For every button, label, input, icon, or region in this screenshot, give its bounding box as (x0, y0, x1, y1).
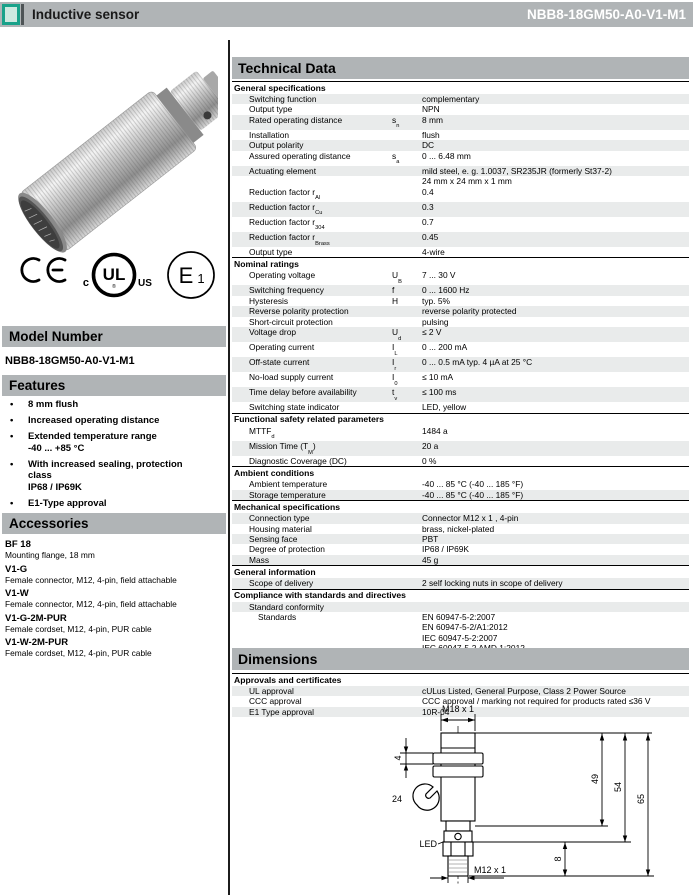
led-indicator (455, 833, 461, 839)
spec-symbol: H (392, 295, 399, 306)
spec-label: Storage temperature (249, 489, 326, 500)
model-number-header: Model Number (2, 326, 226, 347)
spec-row (232, 479, 689, 489)
spec-value: IP68 / IP69K (422, 544, 470, 555)
accessory-item (5, 637, 225, 659)
dimension-drawing (232, 674, 689, 893)
spec-row (232, 490, 689, 500)
sidebar (0, 27, 228, 895)
spec-row (232, 270, 689, 285)
accessory-name: V1-G (5, 563, 28, 575)
accessories-list (5, 539, 225, 662)
spec-label: $MTTF_d$ (249, 425, 275, 441)
feature-item: • 8 mm flush (6, 399, 224, 411)
spec-value: 0 ... 1600 Hz (422, 285, 470, 296)
accessory-item (5, 539, 225, 561)
feature-item: • Increased operating distance (6, 415, 224, 427)
spec-value: mild steel, e. g. 1.0037, SR235JR (formerly St37-2) (422, 165, 612, 176)
spec-label: Short-circuit protection (249, 316, 333, 327)
spec-value: typ. 5% (422, 295, 450, 306)
spec-label: CCC approval (249, 696, 302, 707)
technical-data-section (232, 57, 689, 717)
section-header: General information (232, 565, 689, 578)
spec-label: Actuating element (249, 165, 317, 176)
spec-row (232, 151, 689, 166)
spec-row (232, 578, 689, 588)
spec-symbol: $s_n$ (392, 114, 400, 130)
spec-label: Output polarity (249, 140, 304, 151)
accessory-item (5, 564, 225, 586)
spec-label: E1 Type approval (249, 706, 315, 717)
spec-row (232, 317, 689, 327)
feature-item: • Extended temperature range -40 ... +85 °C (6, 431, 224, 454)
spec-label: Standard conformity (249, 601, 324, 612)
spec-label: Sensing face (249, 534, 298, 544)
spec-label: Reduction factor $r_{Brass}$ (249, 231, 330, 247)
spec-label: Off-state current (249, 357, 310, 368)
spec-value: 24 mm x 24 mm x 1 mm (422, 176, 512, 187)
spec-label: Reduction factor $r_{Al}$ (249, 186, 321, 202)
spec-label: Mission Time $(T_M)$ (249, 440, 316, 456)
spec-row (232, 602, 689, 612)
product-category-title: Inductive sensor (32, 7, 140, 22)
spec-value: ≤ 2 V (422, 327, 442, 338)
spec-label: Housing material (249, 523, 312, 534)
header-bar (0, 2, 693, 27)
ul-us-label: US (138, 278, 152, 289)
spec-value: 0 ... 0.5 mA typ. 4 µA at 25 °C (422, 357, 533, 368)
spec-value: CCC approval / marking not required for products rated ≤36 V (422, 696, 651, 707)
spec-value: 2 self locking nuts in scope of delivery (422, 578, 563, 589)
dim-label-4: 4 (393, 755, 403, 761)
spec-value: reverse polarity protected (422, 306, 517, 317)
product-photo (18, 46, 218, 271)
spec-label: Output type (249, 104, 293, 115)
accessory-name: V1-G-2M-PUR (5, 612, 67, 624)
model-number-value: NBB8-18GM50-A0-V1-M1 (5, 355, 135, 367)
dim-label-24: 24 (391, 794, 402, 804)
spec-value: NPN (422, 104, 440, 115)
spec-row (232, 342, 689, 357)
technical-data-header: Technical Data (232, 57, 689, 79)
dim-label-m12: M12 x 1 (474, 865, 507, 875)
ul-label: UL (102, 265, 126, 284)
spec-value: 8 mm (422, 114, 443, 125)
spec-label: Time delay before availability (249, 387, 357, 398)
brand-logo (2, 4, 20, 25)
sensor-outline (433, 733, 483, 876)
dim-label-65: 65 (636, 793, 646, 805)
spec-symbol: $U_B$ (392, 270, 402, 285)
spec-row (232, 387, 689, 402)
spec-row (232, 441, 689, 456)
spec-symbol: f (392, 285, 395, 296)
spec-value: 10R-04 (422, 706, 450, 717)
spec-value: 0.4 (422, 186, 434, 197)
spec-row (232, 402, 689, 412)
spec-label: Switching frequency (249, 285, 324, 296)
spec-row (232, 555, 689, 565)
spec-row (232, 130, 689, 140)
spec-row (232, 176, 689, 186)
spec-label: Output type (249, 246, 293, 257)
spec-row (232, 166, 689, 176)
accessory-description: Female connector, M12, 4-pin, field attachable (5, 599, 177, 609)
spec-value: cULus Listed, General Purpose, Class 2 Power Source (422, 686, 626, 697)
spec-value: complementary (422, 94, 480, 104)
spec-label: Rated operating distance (249, 114, 343, 125)
e1-letter: E (178, 263, 194, 288)
spec-value: 0 ... 200 mA (422, 342, 468, 353)
spec-label: Switching state indicator (249, 402, 340, 413)
spec-value: -40 ... 85 °C (-40 ... 185 °F) (422, 489, 524, 500)
spec-value: brass, nickel-plated (422, 523, 495, 534)
spec-row (232, 217, 689, 232)
accessory-name: BF 18 (5, 539, 31, 550)
spec-value: ≤ 100 ms (422, 387, 457, 398)
section-header: Ambient conditions (232, 466, 689, 479)
spec-label: Switching function (249, 94, 317, 104)
dimensions-header: Dimensions (232, 648, 689, 670)
e1-digit: 1 (197, 271, 205, 286)
features-list (6, 399, 224, 514)
spec-symbol: $I_0$ (392, 372, 398, 387)
spec-row (232, 357, 689, 372)
spec-label: Reduction factor $r_{304}$ (249, 216, 325, 232)
spec-value: LED, yellow (422, 402, 467, 413)
spec-symbol: $I_r$ (392, 357, 397, 372)
spec-row (232, 524, 689, 534)
ul-c-label: c (82, 277, 89, 289)
spec-row (232, 456, 689, 466)
cul-us-mark (83, 255, 152, 296)
spec-label: Assured operating distance (249, 150, 351, 161)
spec-value: ≤ 10 mA (422, 372, 454, 383)
features-header: Features (2, 375, 226, 396)
spec-symbol: $I_L$ (392, 342, 398, 357)
spec-row (232, 296, 689, 306)
spec-value: 0.45 (422, 231, 439, 242)
spec-row (232, 327, 689, 342)
spec-label: UL approval (249, 686, 294, 697)
logo-divider (21, 4, 24, 25)
spec-label: Installation (249, 129, 290, 140)
accessory-description: Female cordset, M12, 4-pin, PUR cable (5, 648, 152, 658)
spec-value: 45 g (422, 554, 439, 565)
spec-row (232, 544, 689, 554)
spec-label: Hysteresis (249, 295, 289, 306)
spec-row (232, 202, 689, 217)
dimensions-section (232, 648, 689, 893)
spec-value: 0 % (422, 455, 437, 466)
accessory-description: Female cordset, M12, 4-pin, PUR cable (5, 623, 152, 634)
feature-item: • With increased sealing, protection class IP68 / IP69K (6, 459, 224, 494)
spec-value: 0.7 (422, 216, 434, 227)
wrench-icon (413, 784, 439, 810)
spec-value: 1484 a (422, 425, 448, 436)
accessory-description: Female connector, M12, 4-pin, field attachable (5, 574, 177, 585)
spec-value: 7 ... 30 V (422, 270, 456, 281)
spec-row (232, 140, 689, 150)
spec-row (232, 306, 689, 316)
accessory-name: V1-W (5, 588, 29, 599)
certification-marks (6, 248, 226, 308)
accessories-header: Accessories (2, 513, 226, 534)
spec-label: Degree of protection (249, 544, 325, 555)
spec-row (232, 115, 689, 130)
section-header: Compliance with standards and directives (232, 589, 689, 602)
spec-row (232, 232, 689, 247)
ce-mark (22, 259, 65, 282)
accessory-name: V1-W-2M-PUR (5, 637, 69, 648)
spec-symbol: $t_v$ (392, 387, 398, 402)
dim-label-54: 54 (613, 781, 623, 793)
spec-row (232, 285, 689, 295)
spec-value: flush (422, 129, 440, 140)
spec-label: Reverse polarity protection (249, 306, 349, 317)
spec-value: 4-wire (422, 246, 445, 257)
spec-row (232, 534, 689, 544)
spec-row (232, 513, 689, 523)
spec-symbol: $U_d$ (392, 327, 402, 342)
dim-label-49: 49 (590, 773, 600, 785)
spec-label: Mass (249, 554, 270, 565)
technical-data-table (232, 81, 689, 717)
feature-item: • E1-Type approval (6, 498, 224, 510)
section-header: Nominal ratings (232, 257, 689, 270)
spec-row (232, 426, 689, 441)
spec-row (232, 104, 689, 114)
spec-value: PBT (422, 534, 439, 544)
spec-value: 0 ... 6.48 mm (422, 150, 471, 161)
dim-label-8: 8 (553, 856, 563, 862)
spec-label: No-load supply current (249, 372, 334, 383)
accessory-description: Mounting flange, 18 mm (5, 550, 95, 560)
spec-label: Ambient temperature (249, 479, 328, 490)
spec-value: 0.3 (422, 201, 434, 212)
spec-value: EN 60947-5-2:2007 EN 60947-5-2/A1:2012 IEC 60947-5-2:2007 (422, 612, 508, 643)
column-divider (228, 40, 230, 895)
spec-value: 20 a (422, 440, 439, 451)
spec-value: pulsing (422, 316, 449, 327)
e1-mark (168, 252, 214, 298)
section-header: Approvals and certificates (232, 673, 689, 686)
spec-label: Scope of delivery (249, 578, 314, 589)
spec-label: Operating voltage (249, 270, 316, 281)
spec-label: Standards (258, 612, 297, 623)
spec-value: DC (422, 140, 435, 151)
header-model-number: NBB8-18GM50-A0-V1-M1 (526, 7, 686, 22)
section-header: General specifications (232, 81, 689, 94)
spec-symbol: $s_a$ (392, 150, 400, 166)
spec-label: Operating current (249, 342, 315, 353)
section-header: Functional safety related parameters (232, 413, 689, 426)
accessory-item (5, 588, 225, 610)
led-label: LED (419, 839, 437, 849)
spec-row (232, 187, 689, 202)
spec-row (232, 372, 689, 387)
spec-label: Reduction factor $r_{Cu}$ (249, 201, 323, 217)
accessory-item (5, 613, 225, 635)
spec-row (232, 247, 689, 257)
ul-reg-label: ® (112, 284, 116, 290)
spec-row (232, 94, 689, 104)
spec-label: Diagnostic Coverage (DC) (249, 455, 347, 466)
spec-label: Voltage drop (249, 327, 297, 338)
spec-value: -40 ... 85 °C (-40 ... 185 °F) (422, 479, 524, 490)
spec-label: Connection type (249, 513, 310, 524)
section-header: Mechanical specifications (232, 500, 689, 513)
spec-value: Connector M12 x 1 , 4-pin (422, 513, 519, 524)
dim-label-m18: M18 x 1 (441, 704, 475, 714)
